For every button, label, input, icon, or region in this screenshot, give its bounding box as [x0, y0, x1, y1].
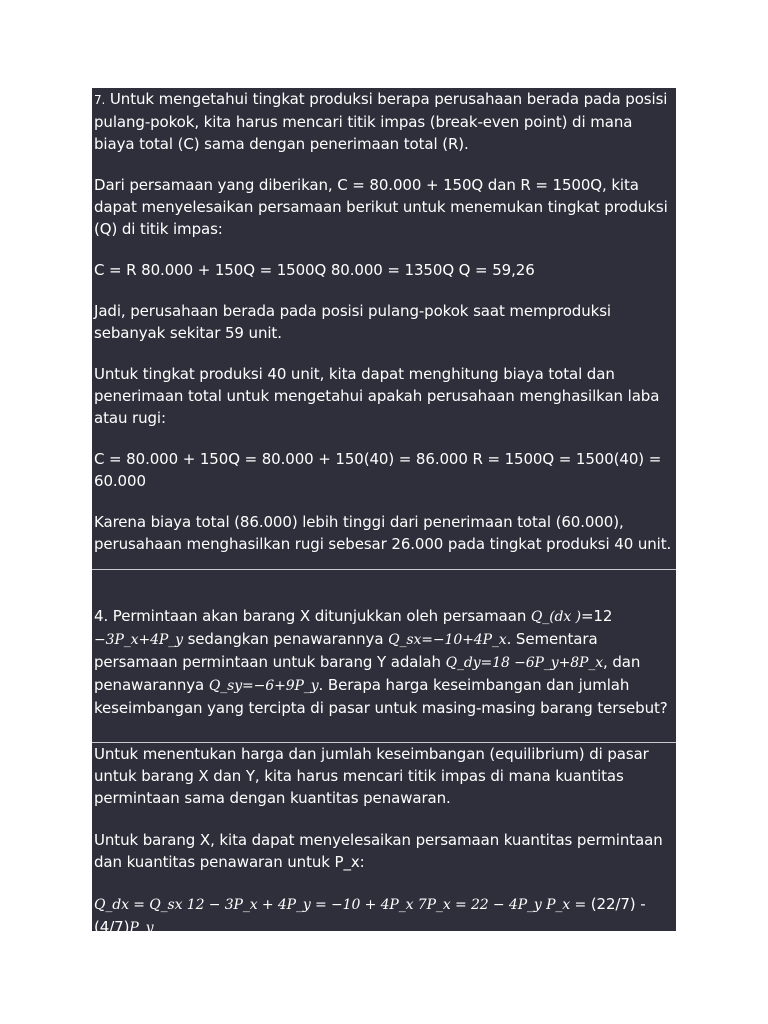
math-equilibrium-x: Q_dx = Q_sx 12 − 3P_x + 4P_y = −10 + 4P_x 7P_x = 22 − 4P_y P_x = [94, 897, 587, 913]
math-q-dx: Q_(dx ) [530, 609, 581, 625]
math-demand-y: Q_dy=18 −6P_y+8P_x [445, 655, 604, 671]
question-text-part: , dan penawarannya [94, 653, 641, 694]
paragraph-break-even-calc: C = R 80.000 + 150Q = 1500Q 80.000 = 1350Q Q = 59,26 [94, 261, 535, 279]
paragraph-cost-revenue-calc: C = 80.000 + 150Q = 80.000 + 150(40) = 86.000 R = 1500Q = 1500(40) = 60.000 [94, 450, 662, 490]
question-text-part: =12 [580, 607, 613, 625]
paragraph-conclusion: Jadi, perusahaan berada pada posisi pulang-pokok saat memproduksi sebanyak sekitar 59 unit. [94, 302, 611, 342]
question-number: 7. [94, 93, 106, 107]
math-p-y: P_y [129, 920, 154, 936]
fraction-text: (22/7) - (4/7) [94, 895, 646, 936]
math-demand-x: −3P_x+4P_y [94, 632, 183, 648]
paragraph-intro [94, 88, 674, 155]
answer-block-7 [92, 88, 676, 569]
math-supply-y: Q_sy=−6+9P_y [208, 678, 319, 694]
paragraph-equations: Dari persamaan yang diberikan, C = 80.000 + 150Q dan R = 1500Q, kita dapat menyelesaikan persamaan berikut untuk menemukan tingkat produksi (Q) di titik impas: [94, 176, 668, 238]
question-text-part: 4. Permintaan akan barang X ditunjukkan oleh persamaan [94, 607, 531, 625]
paragraph-production-40: Untuk tingkat produksi 40 unit, kita dapat menghitung biaya total dan penerimaan total untuk mengetahui apakah perusahaan menghasilkan laba atau rugi: [94, 365, 660, 427]
question-text-part: . Berapa harga keseimbangan dan jumlah keseimbangan yang tercipta di pasar untuk masing-masing barang tersebut? [94, 676, 668, 717]
question-block-4 [92, 570, 676, 742]
question-text-part: . Sementara persamaan permintaan untuk barang Y adalah [94, 630, 598, 671]
intro-text: Untuk mengetahui tingkat produksi berapa perusahaan berada pada posisi pulang-pokok, kita harus mencari titik impas (break-even point) di mana biaya total (C) sama dengan penerimaan total (R). [94, 90, 668, 153]
question-text-part: sedangkan penawarannya [182, 630, 389, 648]
paragraph-good-x-calc [94, 893, 674, 939]
paragraph-loss: Karena biaya total (86.000) lebih tinggi dari penerimaan total (60.000), perusahaan menghasilkan rugi sebesar 26.000 pada tingkat produksi 40 unit. [94, 513, 672, 553]
paragraph-equilibrium-intro: Untuk menentukan harga dan jumlah keseimbangan (equilibrium) di pasar untuk barang X dan Y, kita harus mencari titik impas di mana kuantitas permintaan sama dengan kuantitas penawaran. [94, 745, 649, 807]
answer-block-4 [92, 743, 676, 936]
math-supply-x: Q_sx=−10+4P_x [388, 632, 507, 648]
paragraph-good-x: Untuk barang X, kita dapat menyelesaikan persamaan kuantitas permintaan dan kuantitas penawaran untuk P_x: [94, 831, 663, 871]
question-text [94, 605, 674, 719]
